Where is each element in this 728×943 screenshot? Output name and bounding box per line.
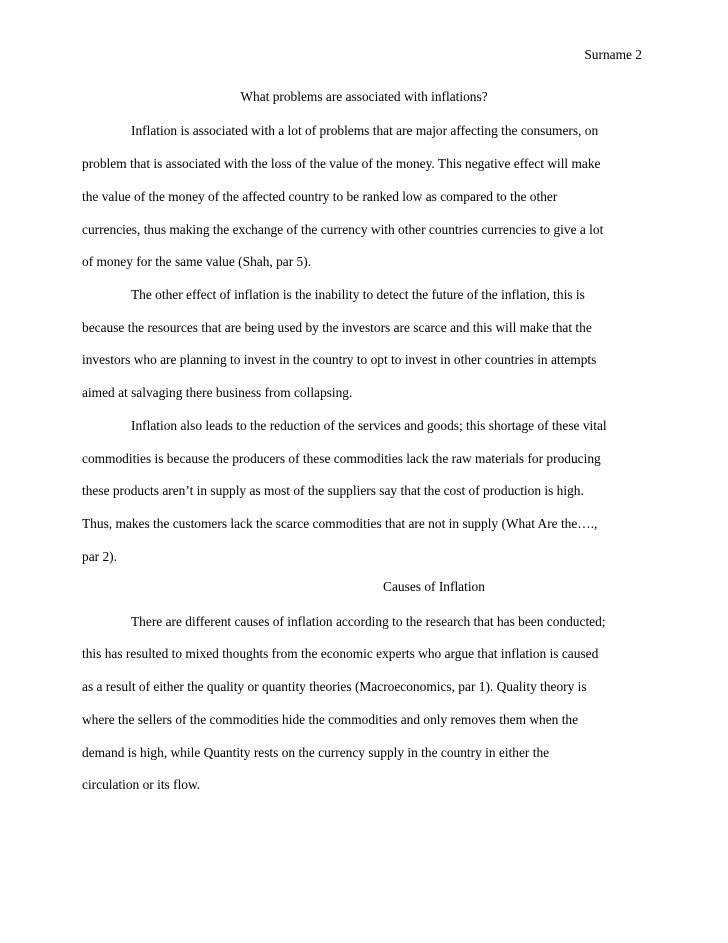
paragraph-line: of money for the same value (Shah, par 5).	[82, 254, 312, 269]
paragraph-line: the value of the money of the affected country to be ranked low as compared to the other	[82, 189, 558, 204]
paragraph-line: these products aren’t in supply as most of the suppliers say that the cost of production is high.	[82, 483, 584, 498]
paragraph-line: because the resources that are being used by the investors are scarce and this will make that the	[82, 320, 592, 335]
running-head: Surname 2	[584, 47, 642, 62]
section-heading-causes: Causes of Inflation	[383, 579, 485, 594]
paragraph-line: commodities is because the producers of these commodities lack the raw materials for producing	[82, 451, 601, 466]
paragraph-line: Inflation also leads to the reduction of the services and goods; this shortage of these vital	[131, 418, 607, 433]
paragraph-line: demand is high, while Quantity rests on the currency supply in the country in either the	[82, 745, 550, 760]
paragraph-line: Inflation is associated with a lot of problems that are major affecting the consumers, on	[131, 123, 599, 138]
paragraph-line: this has resulted to mixed thoughts from the economic experts who argue that inflation is caused	[82, 646, 599, 661]
paragraph-line: as a result of either the quality or quantity theories (Macroeconomics, par 1). Quality theory is	[82, 679, 587, 694]
paragraph-line: The other effect of inflation is the inability to detect the future of the inflation, this is	[131, 287, 585, 302]
paragraph-line: par 2).	[82, 549, 117, 564]
paragraph-line: investors who are planning to invest in the country to opt to invest in other countries in attempts	[82, 352, 597, 367]
paragraph-line: Thus, makes the customers lack the scarce commodities that are not in supply (What Are the….,	[82, 516, 598, 531]
paragraph-line: where the sellers of the commodities hide the commodities and only removes them when the	[82, 712, 579, 727]
paragraph-line: circulation or its flow.	[82, 777, 201, 792]
paragraph-line: aimed at salvaging there business from collapsing.	[82, 385, 353, 400]
paragraph-line: problem that is associated with the loss of the value of the money. This negative effect will make	[82, 156, 601, 171]
paragraph-line: currencies, thus making the exchange of the currency with other countries currencies to give a lot	[82, 222, 604, 237]
paragraph-line: There are different causes of inflation according to the research that has been conducted;	[131, 614, 606, 629]
section-heading-problems: What problems are associated with inflations?	[240, 89, 488, 104]
